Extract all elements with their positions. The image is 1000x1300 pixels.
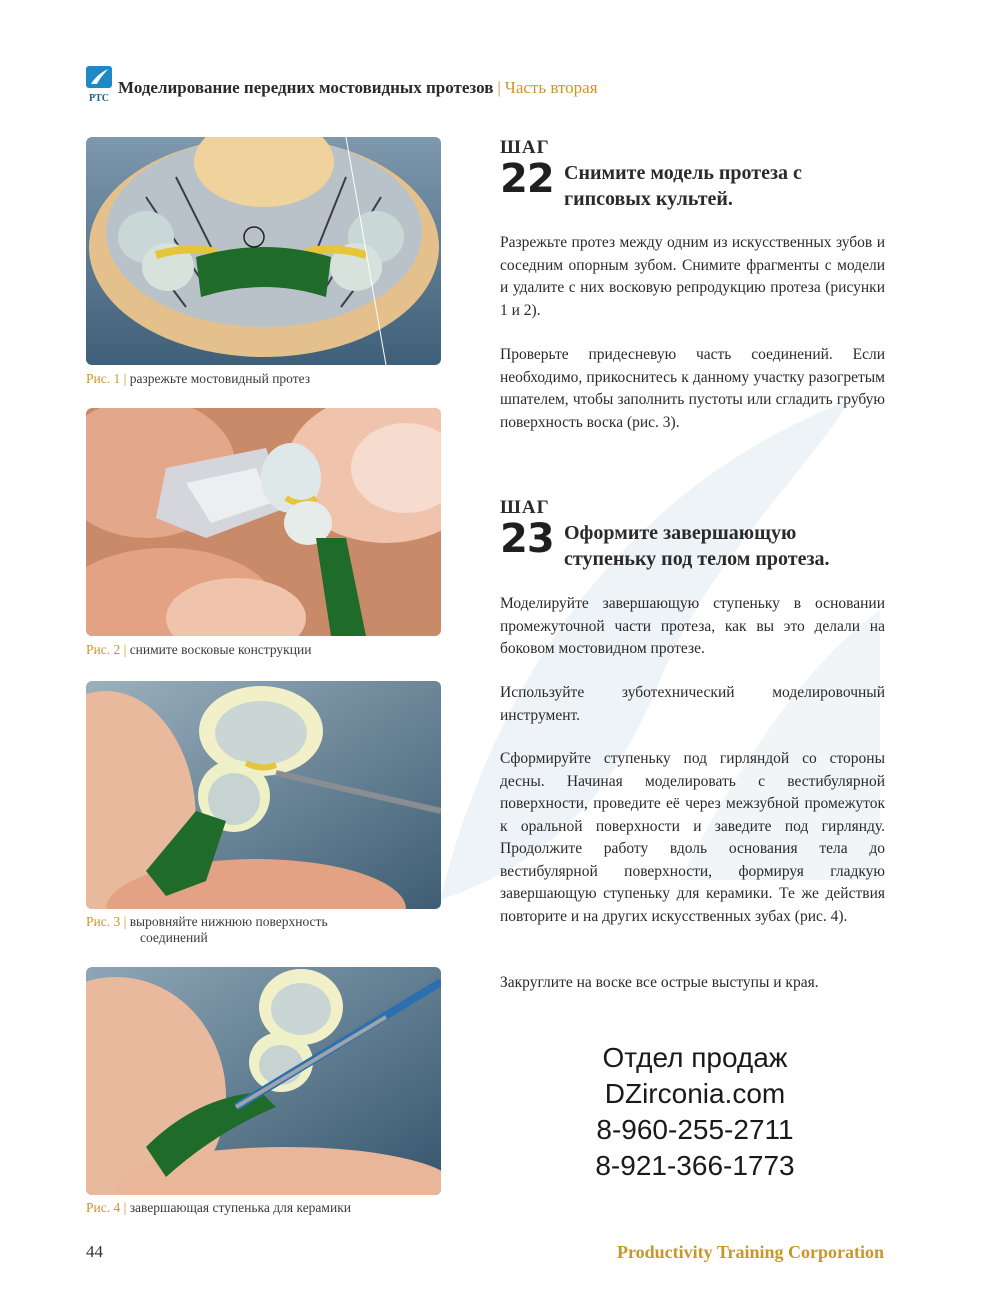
sales-contact-block xyxy=(560,1040,830,1184)
step-title-line: Оформите завершающую xyxy=(564,522,797,544)
chapter-part: Часть вторая xyxy=(504,78,598,97)
caption-separator: | xyxy=(123,642,127,657)
step-word: ШАГ xyxy=(500,497,550,518)
step-title-line: гипсовых культей. xyxy=(564,188,733,210)
step-number: 22 xyxy=(500,156,554,202)
step-22-heading xyxy=(500,138,890,212)
figure-1-photo xyxy=(86,137,441,365)
step-23-paragraph-3: Сформируйте ступеньку под гирляндой со стороны десны. Начиная моделировать с вестибулярной поверхности, проведите её через межзубной промежуток к оральной поверхности и заведите под гирлянду. Продолжите работу вдоль основания тела до вестибулярной поверхности, формируя гладкую завершающую ступеньку для керамики. Те же действия повторите и на других искусственных зубах (рис. 4). xyxy=(500,750,885,925)
step-title-line: Снимите модель протеза с xyxy=(564,162,802,184)
step-word: ШАГ xyxy=(500,137,550,158)
figure-3-caption xyxy=(86,914,446,946)
header-title-line xyxy=(118,79,598,100)
page-header xyxy=(86,60,598,104)
figure-4-caption xyxy=(86,1200,446,1216)
step-22-paragraph-2: Проверьте придесневую часть соединений. Если необходимо, прикоснитесь к данному участку разогретым шпателем, чтобы заполнить пустоты или сгладить грубую поверхность воска (рис. 3). xyxy=(500,346,885,431)
header-separator: | xyxy=(497,78,501,97)
page-number: 44 xyxy=(86,1242,103,1261)
logo-icon xyxy=(86,66,112,88)
caption-separator: | xyxy=(123,1200,127,1215)
caption-text: разрежьте мостовидный протез xyxy=(129,371,311,386)
chapter-title: Моделирование передних мостовидных протезов xyxy=(118,78,494,97)
sales-department: Отдел продаж xyxy=(602,1042,788,1073)
caption-text: снимите восковые конструкции xyxy=(129,642,312,657)
figure-3-photo xyxy=(86,681,441,909)
figure-number: Рис. 2 xyxy=(86,642,121,657)
caption-text: выровняйте нижнюю поверхность xyxy=(129,914,328,929)
figure-4-photo xyxy=(86,967,441,1195)
step-number: 23 xyxy=(500,516,554,562)
figure-number: Рис. 3 xyxy=(86,914,121,929)
sales-website[interactable]: DZirconia.com xyxy=(604,1078,786,1109)
ptc-logo xyxy=(86,66,112,104)
caption-separator: | xyxy=(123,914,127,929)
sales-phone-1[interactable]: 8-960-255-2711 xyxy=(596,1114,794,1145)
step-title-line: ступеньку под телом протеза. xyxy=(564,548,830,570)
logo-text: PTC xyxy=(89,93,109,104)
figure-1-caption xyxy=(86,371,446,387)
sales-phone-2[interactable]: 8-921-366-1773 xyxy=(595,1150,795,1181)
figure-number: Рис. 4 xyxy=(86,1200,121,1215)
step-23-paragraph-1: Моделируйте завершающую ступеньку в основании промежуточной части протеза, как вы это делали на боковом мостовидном протезе. xyxy=(500,595,885,657)
caption-separator: | xyxy=(123,371,127,386)
footer-brand: Productivity Training Corporation xyxy=(616,1242,884,1262)
step-title xyxy=(564,160,802,212)
step-23-paragraph-4: Закруглите на воске все острые выступы и края. xyxy=(500,974,819,991)
caption-text-continued: соединений xyxy=(140,930,208,945)
step-23-heading xyxy=(500,498,890,572)
figure-number: Рис. 1 xyxy=(86,371,121,386)
figure-2-photo xyxy=(86,408,441,636)
caption-text: завершающая ступенька для керамики xyxy=(129,1200,351,1215)
figure-2-caption xyxy=(86,642,446,658)
step-22-paragraph-1: Разрежьте протез между одним из искусственных зубов и соседним опорным зубом. Снимите фрагменты с модели и удалите с них восковую репродукцию протеза (рисунки 1 и 2). xyxy=(500,234,885,319)
step-title xyxy=(564,520,830,572)
step-23-paragraph-2: Используйте зуботехнический моделировочный инструмент. xyxy=(500,684,885,724)
